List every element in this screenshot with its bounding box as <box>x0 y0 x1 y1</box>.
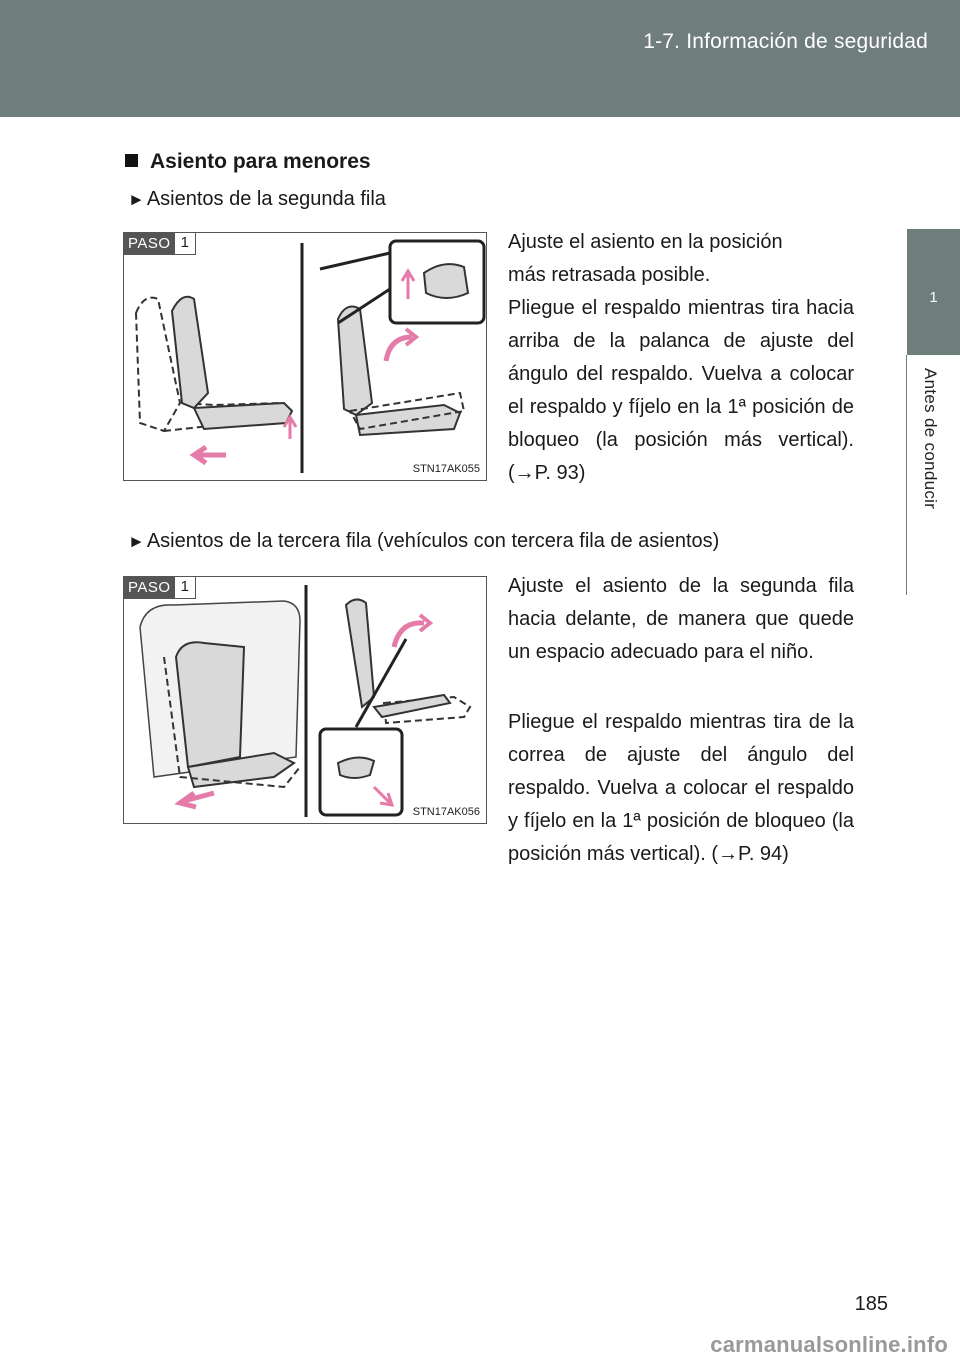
square-bullet-icon <box>125 154 138 167</box>
instruction-paragraph2: Pliegue el respaldo mientras tira hacia arriba de la palanca de ajuste del ángulo del respaldo. Vuelva a colocar el respaldo y fíjelo en la 1ª posición de bloqueo (la posición más vertical). (→P. 93) <box>508 297 854 484</box>
figure-code: STN17AK056 <box>412 806 480 818</box>
subheading-second-row-text: Asientos de la segunda fila <box>146 188 386 210</box>
figure-third-row-seat <box>123 576 487 824</box>
figure-second-row-seat <box>123 232 487 481</box>
seat-fold-illustration <box>124 233 486 480</box>
page-header <box>0 0 960 117</box>
seat-forward-illustration <box>124 577 486 823</box>
subheading-third-row-text: Asientos de la tercera fila (vehículos con tercera fila de asientos) <box>146 530 720 552</box>
watermark: carmanualsonline.info <box>710 1332 948 1357</box>
page-number: 185 <box>854 1293 888 1315</box>
subheading-third-row <box>128 530 719 553</box>
step-label: PASO <box>124 577 174 599</box>
step-number: 1 <box>174 577 196 599</box>
instruction-third-row-p1: Ajuste el asiento de la segunda fila hacia delante, de manera que quede un espacio adecuado para el niño. <box>508 575 854 663</box>
chapter-label: Antes de conducir <box>921 368 940 510</box>
section-title <box>125 150 371 174</box>
instruction-second-row <box>508 226 854 490</box>
chapter-tab <box>907 229 960 355</box>
step-label: PASO <box>124 233 174 255</box>
instruction-rest: más retrasada posible. <box>508 264 711 286</box>
section-title-text: Asiento para menores <box>150 150 371 173</box>
instruction-third-row-p2: Pliegue el respaldo mientras tira de la correa de ajuste del ángulo del respaldo. Vuelva a colocar el respaldo y fíjelo en la 1ª posición de bloqueo (la posición más vertical). (→P. 94) <box>508 711 854 865</box>
instruction-line1: Ajuste el asiento en la posición <box>508 231 783 253</box>
triangle-bullet-icon: ► <box>128 532 145 551</box>
chapter-divider <box>906 355 907 595</box>
figure-code: STN17AK055 <box>412 463 480 475</box>
triangle-bullet-icon: ► <box>128 190 145 209</box>
header-section-title: 1-7. Información de seguridad <box>643 30 928 53</box>
subheading-second-row <box>128 188 386 211</box>
chapter-number: 1 <box>929 289 938 306</box>
step-number: 1 <box>174 233 196 255</box>
